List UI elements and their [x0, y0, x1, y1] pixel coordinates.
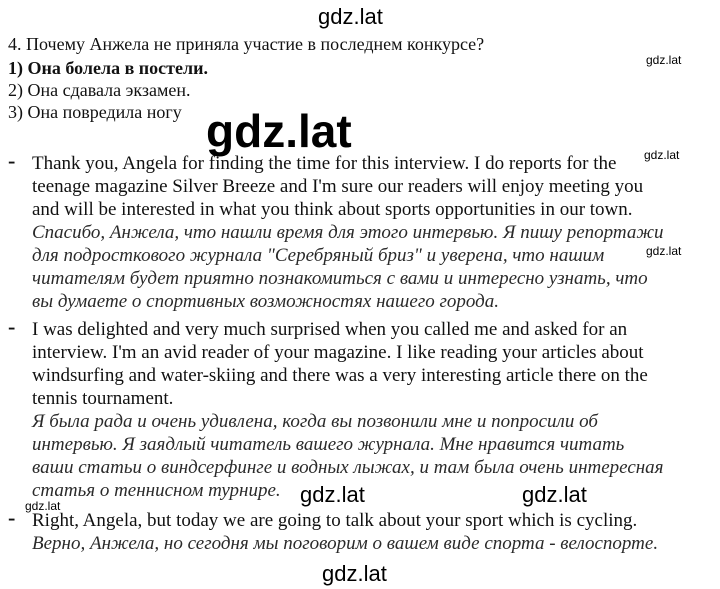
dialogue-dash: -: [8, 148, 16, 173]
watermark-text: gdz.lat: [206, 105, 352, 157]
watermark-text: gdz.lat: [318, 4, 383, 29]
english-line: teenage magazine Silver Breeze and I'm sure our readers will enjoy meeting you: [32, 176, 644, 197]
russian-translation-line: вы думаете о спортивных возможностях нашего города.: [32, 291, 500, 312]
dialogue-dash: -: [8, 505, 16, 530]
russian-translation-line: ваши статьи о виндсерфинге и водных лыжах, и там была очень интересная: [32, 457, 664, 478]
russian-translation-line: Спасибо, Анжела, что нашли время для этого интервью. Я пишу репортажи: [32, 222, 664, 243]
english-line: and will be interested in what you think about sports opportunities in our town.: [32, 199, 633, 220]
watermark-text: gdz.lat: [25, 499, 61, 513]
russian-translation-line: статья о теннисном турнире.: [32, 480, 281, 501]
answer-option-3: 3) Она повредила ногу: [8, 102, 182, 122]
watermark-text: gdz.lat: [644, 148, 680, 162]
watermark-text: gdz.lat: [322, 561, 387, 586]
answer-option-2: 2) Она сдавала экзамен.: [8, 80, 191, 100]
english-line: windsurfing and water-skiing and there was a very interesting article there on the: [32, 365, 648, 386]
watermark-text: gdz.lat: [522, 482, 587, 507]
russian-translation-line: читателям будет приятно познакомиться с вами и интересно узнать, что: [32, 268, 648, 289]
dialogue-dash: -: [8, 314, 16, 339]
dialogue-entry: [32, 152, 717, 313]
dialogue-entry: [32, 318, 717, 502]
watermark-text: gdz.lat: [646, 53, 682, 67]
russian-translation-line: Я была рада и очень удивлена, когда вы позвонили мне и попросили об: [32, 411, 598, 432]
english-line: I was delighted and very much surprised when you called me and asked for an: [32, 319, 628, 340]
dialogue-entry: [32, 509, 717, 555]
question-text: 4. Почему Анжела не приняла участие в последнем конкурсе?: [8, 34, 485, 54]
english-line: tennis tournament.: [32, 388, 174, 409]
russian-translation-line: для подросткового журнала "Серебряный бриз" и уверена, что нашим: [32, 245, 605, 266]
english-line: interview. I'm an avid reader of your magazine. I like reading your articles about: [32, 342, 644, 363]
watermark-text: gdz.lat: [646, 244, 682, 258]
english-line: Right, Angela, but today we are going to talk about your sport which is cycling.: [32, 510, 638, 531]
russian-translation-line: Верно, Анжела, но сегодня мы поговорим о вашем виде спорта - велоспорте.: [32, 533, 659, 554]
answer-option-1: 1) Она болела в постели.: [8, 58, 208, 78]
english-line: Thank you, Angela for finding the time for this interview. I do reports for the: [32, 153, 617, 174]
watermark-text: gdz.lat: [300, 482, 365, 507]
russian-translation-line: интервью. Я заядлый читатель вашего журнала. Мне нравится читать: [32, 434, 625, 455]
